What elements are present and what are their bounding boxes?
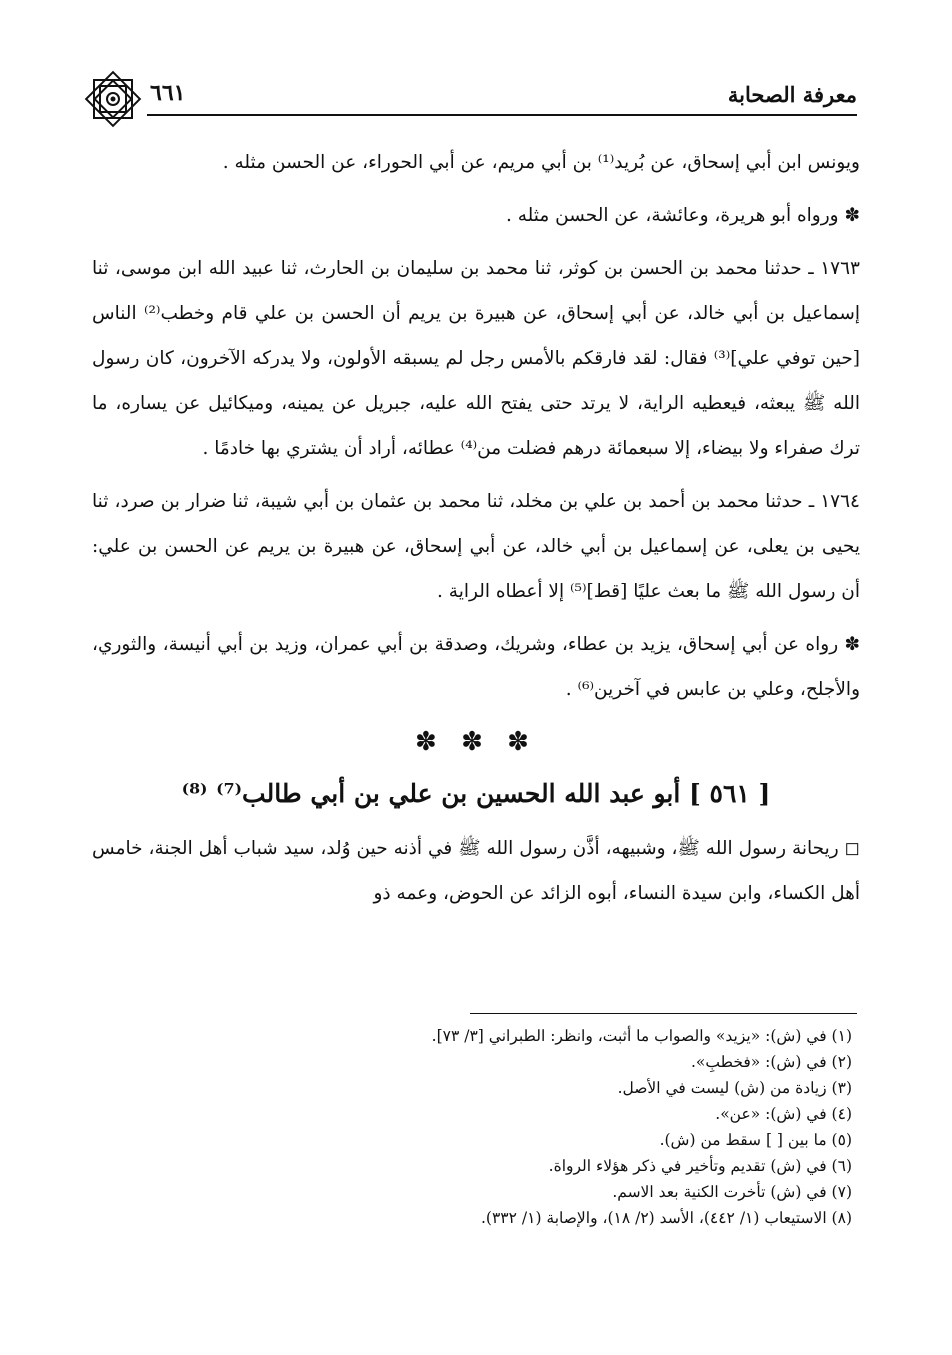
- header-rule: [147, 114, 857, 116]
- page-header: [0, 62, 952, 132]
- book-title: معرفة الصحابة: [727, 82, 857, 107]
- paragraph-5: ✽ رواه عن أبي إسحاق، يزيد بن عطاء، وشريك، وصدقة بن أبي عمران، وزيد بن أبي أنيسة، والثوري، والأجلح، وعلي بن عابس في آخرين⁽⁶⁾ .: [92, 634, 860, 700]
- section-separator: ✽ ✽ ✽: [415, 727, 537, 757]
- footnote-3: (٣) زيادة من (ش) ليست في الأصل.: [617, 1079, 852, 1097]
- footnote-4: (٤) في (ش): «عن».: [715, 1105, 852, 1123]
- footnote-rule: [470, 1013, 857, 1014]
- paragraph-1: ويونس ابن أبي إسحاق، عن بُريد⁽¹⁾ بن أبي مريم، عن أبي الحوراء، عن الحسن مثله .: [222, 152, 860, 173]
- main-text: [92, 140, 860, 924]
- footnotes: [100, 1023, 852, 1231]
- page-number: ٦٦١: [150, 80, 186, 106]
- footnote-1: (١) في (ش): «يزيد» والصواب ما أثبت، وانظر: الطبراني [٣/ ٧٣].: [431, 1027, 852, 1045]
- chapter-title: [ ٥٦١ ] أبو عبد الله الحسين بن علي بن أبي طالب⁽⁷⁾ ⁽⁸⁾: [181, 779, 771, 808]
- hadith-1764: ١٧٦٤ ـ حدثنا محمد بن أحمد بن علي بن مخلد، ثنا محمد بن عثمان بن أبي شيبة، ثنا ضرار بن صرد، ثنا يحيى بن يعلى، عن إسماعيل بن أبي خالد، عن أبي إسحاق، عن هبيرة بن يريم عن الحسن بن علي: أن رسول الله ﷺ ما بعث عليًا [قط]⁽⁵⁾ إلا أعطاه الراية .: [92, 491, 860, 602]
- footnote-5: (٥) ما بين [ ] سقط من (ش).: [659, 1131, 852, 1149]
- paragraph-2: ✽ ورواه أبو هريرة، وعائشة، عن الحسن مثله .: [505, 205, 860, 226]
- footnote-8: (٨) الاستيعاب (١/ ٤٤٢)، الأسد (٢/ ١٨)، والإصابة (١/ ٣٣٢).: [480, 1209, 852, 1227]
- paragraph-6: ◻ ريحانة رسول الله ﷺ، وشبيهه، أذَّن رسول الله ﷺ في أذنه حين وُلد، سيد شباب أهل الجنة، خامس أهل الكساء، وابن سيدة النساء، أبوه الزائد عن الحوض، وعمه ذو: [92, 838, 860, 904]
- footnote-6: (٦) في (ش) تقديم وتأخير في ذكر هؤلاء الرواة.: [548, 1157, 852, 1175]
- hadith-1763: ١٧٦٣ ـ حدثنا محمد بن الحسن بن كوثر، ثنا محمد بن سليمان بن الحارث، ثنا عبيد الله ابن موسى، ثنا إسماعيل بن أبي خالد، عن أبي إسحاق، عن هبيرة بن يريم أن الحسن بن علي قام وخطب⁽²⁾ الناس [حين توفي علي]⁽³⁾ فقال: لقد فارقكم بالأمس رجل لم يسبقه الأولون، ولا يدركه الآخرون، كان رسول الله ﷺ يبعثه، فيعطيه الراية، لا يرتد حتى يفتح الله عليه، جبريل عن يمينه، وميكائيل عن يساره، ما ترك صفراء ولا بيضاء، إلا سبعمائة درهم فضلت من⁽⁴⁾ عطائه، أراد أن يشتري بها خادمًا .: [92, 258, 860, 459]
- footnote-7: (٧) في (ش) تأخرت الكنية بعد الاسم.: [612, 1183, 852, 1201]
- ornament-icon: [80, 68, 146, 130]
- footnote-2: (٢) في (ش): «فخطبِ».: [690, 1053, 852, 1071]
